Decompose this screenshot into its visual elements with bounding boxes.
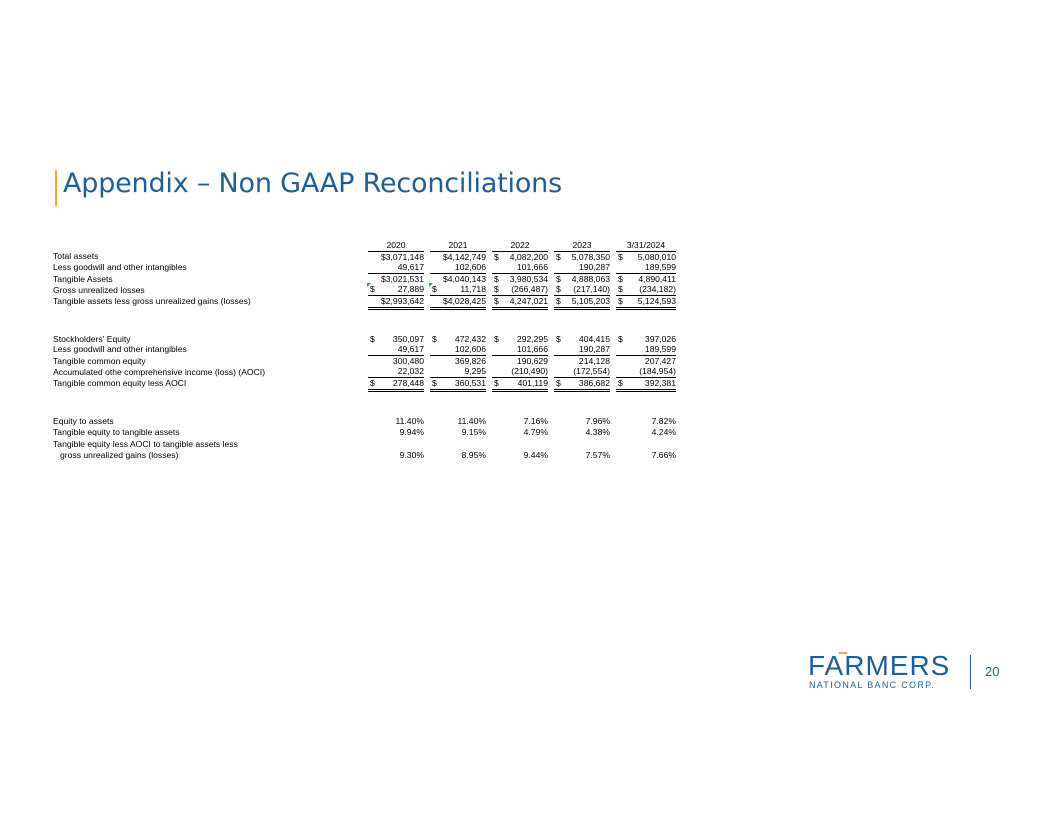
cell-value: $2,993,642 xyxy=(368,295,424,308)
cell-value: 9,295 xyxy=(464,366,486,377)
cell-value: 472,432 xyxy=(454,333,486,344)
cell-value: 4.38% xyxy=(585,427,610,438)
row-label: Tangible equity less AOCI to tangible assets less xyxy=(53,438,238,449)
table-row xyxy=(53,416,676,428)
cell-currency: $ xyxy=(616,295,625,308)
cell-value: 5,124,593 xyxy=(625,295,676,308)
cell-value: 300,480 xyxy=(368,355,424,366)
cell-currency: $ xyxy=(554,295,562,308)
cell-value: (234,182) xyxy=(639,284,676,295)
cell-value: $4,040,143 xyxy=(430,273,486,284)
cell-value: 350,097 xyxy=(392,333,424,344)
cell-value: 397,026 xyxy=(644,333,676,344)
row-label: Tangible common equity xyxy=(53,355,146,366)
cell-currency: $ xyxy=(556,273,561,284)
table-row xyxy=(53,295,676,308)
cell-value: 102,606 xyxy=(454,262,486,273)
cell-currency: $ xyxy=(616,377,625,390)
cell-value: 101,666 xyxy=(516,262,548,273)
cell-value: 4,247,021 xyxy=(500,295,548,308)
cell-currency: $ xyxy=(618,333,623,344)
cell-value: 386,682 xyxy=(562,377,610,390)
table-row xyxy=(53,366,676,377)
cell-currency: $ xyxy=(368,284,378,295)
footer-divider xyxy=(970,655,971,689)
cell-value: 22,032 xyxy=(397,366,424,377)
row-label: Tangible assets less gross unrealized gains (losses) xyxy=(53,296,251,307)
cell-currency: $ xyxy=(554,377,562,390)
cell-value: 190,287 xyxy=(578,344,610,355)
cell-value: 292,295 xyxy=(516,333,548,344)
cell-currency: $ xyxy=(430,377,440,390)
cell-currency: $ xyxy=(616,273,625,284)
col-header-2022: 2022 xyxy=(492,240,548,251)
col-header-2023: 2023 xyxy=(554,240,610,251)
cell-value: 49,617 xyxy=(397,344,424,355)
row-label: Accumulated othe comprehensive income (loss) (AOCI) xyxy=(53,366,266,377)
table-row xyxy=(53,273,676,284)
table-row xyxy=(53,284,676,295)
table-row xyxy=(53,450,676,462)
cell-value: 9.44% xyxy=(523,450,548,461)
cell-value: 189,599 xyxy=(644,262,676,273)
cell-value: 7.57% xyxy=(585,450,610,461)
cell-value: 214,128 xyxy=(554,355,610,366)
row-label: gross unrealized gains (losses) xyxy=(60,450,179,461)
table-row xyxy=(53,334,676,345)
cell-value: 7.66% xyxy=(651,450,676,461)
cell-value: $4,028,425 xyxy=(430,295,486,308)
cell-value: 101,666 xyxy=(516,344,548,355)
cell-value: 5,080,010 xyxy=(637,251,676,262)
cell-currency: $ xyxy=(494,273,499,284)
logo-sub-text: NATIONAL BANC CORP. xyxy=(809,680,936,690)
cell-value: 49,617 xyxy=(397,262,424,273)
title-accent-bar xyxy=(55,170,57,206)
page-title: Appendix – Non GAAP Reconciliations xyxy=(63,168,562,199)
row-label: Gross unrealized losses xyxy=(53,284,145,295)
cell-value: $3,071,148 xyxy=(380,251,424,262)
cell-currency: $ xyxy=(492,295,500,308)
cell-currency: $ xyxy=(432,333,437,344)
cell-currency: $ xyxy=(492,377,500,390)
cell-value: 360,531 xyxy=(440,377,486,390)
cell-value: 5,105,203 xyxy=(562,295,610,308)
cell-value: (266,487) xyxy=(511,284,548,295)
cell-currency: $ xyxy=(556,251,561,262)
cell-value: 7.16% xyxy=(523,415,548,426)
table-row xyxy=(53,251,676,262)
cell-value: 207,427 xyxy=(616,355,676,366)
cell-currency: $ xyxy=(494,284,499,295)
reconciliation-table xyxy=(53,240,676,462)
table-row xyxy=(53,439,676,451)
cell-value: 369,826 xyxy=(430,355,486,366)
cell-currency: $ xyxy=(368,377,378,390)
cell-value: 190,629 xyxy=(492,355,548,366)
table-row xyxy=(53,262,676,273)
cell-currency: $ xyxy=(556,333,561,344)
cell-currency: $ xyxy=(494,333,499,344)
cell-value: 11.40% xyxy=(395,415,424,426)
row-label: Tangible common equity less AOCI xyxy=(53,378,187,389)
farmers-logo xyxy=(808,650,958,692)
cell-value: (217,140) xyxy=(573,284,610,295)
label-header xyxy=(53,240,368,251)
row-label: Less goodwill and other intangibles xyxy=(53,344,187,355)
cell-value: (210,490) xyxy=(511,366,548,377)
cell-value: 4.24% xyxy=(651,427,676,438)
cell-value: (184,954) xyxy=(639,366,676,377)
table-row xyxy=(53,377,676,390)
table-row xyxy=(53,427,676,439)
cell-value: 404,415 xyxy=(578,333,610,344)
cell-value: 4.79% xyxy=(523,427,548,438)
cell-value: 9.94% xyxy=(399,427,424,438)
header-row xyxy=(53,240,676,251)
cell-value: 9.15% xyxy=(461,427,486,438)
cell-currency: $ xyxy=(494,251,499,262)
cell-value: 102,606 xyxy=(454,344,486,355)
logo-main-text: FARMERS xyxy=(808,650,951,681)
page-number: 20 xyxy=(985,664,1000,679)
row-label: Tangible Assets xyxy=(53,273,113,284)
cell-value: $3,021,531 xyxy=(368,273,424,284)
cell-value: 392,381 xyxy=(625,377,676,390)
cell-value: 11.40% xyxy=(457,415,486,426)
cell-value: $4,142,749 xyxy=(442,251,486,262)
col-header-2020: 2020 xyxy=(368,240,424,251)
row-label: Total assets xyxy=(53,251,99,262)
cell-currency: $ xyxy=(618,251,623,262)
row-label: Stockholders' Equity xyxy=(53,333,131,344)
cell-currency: $ xyxy=(430,284,440,295)
cell-value: 5,078,350 xyxy=(571,251,610,262)
col-header-2021: 2021 xyxy=(430,240,486,251)
cell-value: 401,119 xyxy=(500,377,548,390)
cell-value: 7.96% xyxy=(585,415,610,426)
cell-value: 3,980,534 xyxy=(500,273,548,284)
col-header-3-31-2024: 3/31/2024 xyxy=(616,240,676,251)
cell-value: 190,287 xyxy=(578,262,610,273)
cell-value: 4,082,200 xyxy=(509,251,548,262)
cell-value: 278,448 xyxy=(378,377,424,390)
cell-value: (172,554) xyxy=(573,366,610,377)
cell-currency: $ xyxy=(556,284,561,295)
row-label: Tangible equity to tangible assets xyxy=(53,427,180,438)
cell-value: 7.82% xyxy=(651,415,676,426)
cell-value: 9.30% xyxy=(399,450,424,461)
row-label: Less goodwill and other intangibles xyxy=(53,262,187,273)
cell-currency: $ xyxy=(370,333,375,344)
cell-value: 11,718 xyxy=(460,284,486,295)
logo-accent-mark xyxy=(839,652,847,658)
row-label: Equity to assets xyxy=(53,415,114,426)
cell-value: 27,889 xyxy=(397,284,424,295)
cell-value: 4,888,063 xyxy=(562,273,610,284)
cell-currency: $ xyxy=(618,284,623,295)
table-row xyxy=(53,355,676,366)
cell-value: 4,890,411 xyxy=(625,273,676,284)
cell-value: 189,599 xyxy=(644,344,676,355)
table-row xyxy=(53,344,676,355)
cell-value: 8.95% xyxy=(461,450,486,461)
